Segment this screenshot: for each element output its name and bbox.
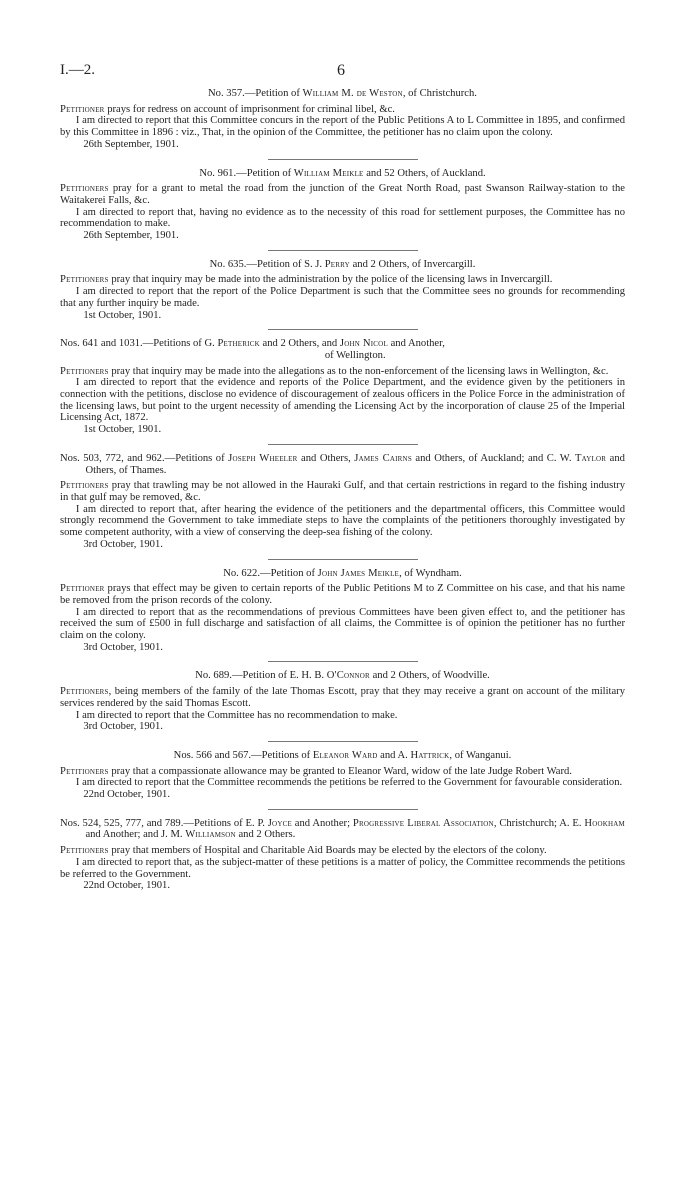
report-date: 3rd October, 1901. bbox=[83, 538, 163, 550]
petition-entry bbox=[60, 568, 625, 654]
divider bbox=[268, 559, 418, 560]
petition-entry bbox=[60, 453, 625, 551]
text-run: pray that trawling may be not allowed in the Hauraki Gulf, and that certain restrictions in regard to the fishing industry in that gulf may be removed, &c. bbox=[60, 480, 625, 503]
small-caps-name: Progressive Liberal Association bbox=[352, 817, 494, 829]
small-caps-name: Petitioners bbox=[60, 686, 109, 698]
committee-report: I am directed to report that, after hearing the evidence of the petitioners and the departmental officers, this Committee would strongly recommend the Government to take immediate steps to have the complaints of the petitioners thoroughly investigated by some competent authority, with a view of conserving the deep-sea fishing of the colony. bbox=[60, 503, 625, 539]
small-caps-name: O'Connor bbox=[326, 670, 370, 682]
text-run: and Another; bbox=[291, 817, 353, 829]
small-caps-name: Petitioners bbox=[60, 480, 109, 492]
small-caps-name: Hattrick bbox=[410, 749, 450, 761]
small-caps-name: Petitioner bbox=[60, 103, 105, 115]
small-caps-name: Petitioners bbox=[60, 845, 109, 857]
petition-prayer bbox=[60, 104, 625, 116]
committee-report: I am directed to report that the Committee has no recommendation to make. bbox=[75, 709, 398, 721]
report-date: 1st October, 1901. bbox=[83, 309, 162, 321]
text-run: No. 635.—Petition of S. J. bbox=[209, 258, 325, 270]
text-run: and 2 Others, of Woodville. bbox=[369, 670, 490, 682]
petition-prayer bbox=[60, 480, 625, 503]
text-run: Nos. 641 and 1031.—Petitions of G. bbox=[60, 338, 218, 350]
text-run: prays for redress on account of imprisonment for criminal libel, &c. bbox=[104, 103, 395, 115]
petition-prayer bbox=[60, 274, 625, 286]
small-caps-name: Joseph Wheeler bbox=[228, 452, 298, 464]
small-caps-name: John James Meikle bbox=[317, 567, 400, 579]
petition-entry bbox=[60, 259, 625, 322]
text-run: , of Wanganui. bbox=[449, 749, 512, 761]
petition-prayer bbox=[60, 766, 625, 778]
petition-title bbox=[60, 259, 625, 271]
text-run: , Christchurch; A. E. bbox=[493, 817, 585, 829]
report-date: 22nd October, 1901. bbox=[83, 789, 170, 801]
document-page bbox=[60, 62, 625, 892]
divider bbox=[268, 250, 418, 251]
small-caps-name: Taylor bbox=[574, 452, 607, 464]
text-run: , of Wyndham. bbox=[399, 567, 462, 579]
divider bbox=[268, 444, 418, 445]
report-date: 3rd October, 1901. bbox=[83, 721, 163, 733]
small-caps-name: Perry bbox=[324, 258, 350, 270]
text-run: prays that effect may be given to certain reports of the Public Petitions M to Z Committee on his case, and that his name be removed from the prison records of the colony. bbox=[60, 583, 625, 606]
text-run: pray that members of Hospital and Charitable Aid Boards may be elected by the electors of the colony. bbox=[108, 845, 547, 857]
committee-report: I am directed to report that the report of the Police Department is such that the Committee sees no grounds for recommending that any further inquiry be made. bbox=[60, 286, 625, 309]
text-run: No. 961.—Petition of bbox=[199, 167, 294, 179]
petition-entry bbox=[60, 750, 625, 801]
text-run: Nos. 503, 772, and 962.—Petitions of bbox=[60, 452, 229, 464]
parliamentary-paper-reference: I.—2. bbox=[60, 62, 95, 78]
petition-prayer bbox=[60, 366, 625, 378]
text-run: pray that inquiry may be made into the administration by the police of the licensing laws in Invercargill. bbox=[108, 274, 553, 286]
petition-prayer bbox=[60, 845, 625, 857]
text-run: and Others, bbox=[297, 452, 355, 464]
text-run: and 2 Others. bbox=[235, 829, 296, 841]
text-run: , of Christchurch. bbox=[402, 88, 477, 99]
petition-title bbox=[60, 750, 625, 762]
small-caps-name: John Nicol bbox=[339, 338, 388, 350]
petition-entry bbox=[60, 338, 625, 436]
committee-report: I am directed to report that this Committee concurs in the report of the Public Petitions A to L Committee in 1895, and confirmed by this Committee in 1896 : viz., That, in the opinion of the Committee, the petitioner has no claim upon the colony. bbox=[60, 115, 625, 139]
text-run: No. 689.—Petition of E. H. B. bbox=[195, 670, 327, 682]
report-date: 1st October, 1901. bbox=[83, 424, 162, 436]
text-run: and Others, of Thames. bbox=[85, 452, 625, 476]
text-run: and Another; and J. M. bbox=[85, 829, 186, 841]
divider bbox=[268, 809, 418, 810]
page-number: 6 bbox=[337, 62, 345, 79]
small-caps-name: Joyce bbox=[267, 817, 292, 829]
committee-report: I am directed to report that as the recommendations of previous Committees have been given effect to, and the petitioner has received the sum of £500 in full discharge and satisfaction of all claims, the Committee is of opinion the petitioner has no further claim on the colony. bbox=[60, 606, 625, 642]
petition-entry bbox=[60, 168, 625, 242]
small-caps-name: Williamson bbox=[185, 829, 236, 841]
petition-prayer bbox=[60, 686, 625, 709]
petition-title bbox=[60, 338, 625, 361]
text-run: and A. bbox=[377, 749, 411, 761]
page-header bbox=[60, 62, 625, 88]
small-caps-name: Eleanor Ward bbox=[312, 749, 378, 761]
text-run: Nos. 524, 525, 777, and 789.—Petitions of E. P. bbox=[60, 817, 268, 829]
report-date: 26th September, 1901. bbox=[83, 138, 179, 150]
text-run: No. 357.—Petition of bbox=[208, 88, 303, 99]
small-caps-name: William M. de Weston bbox=[302, 88, 403, 99]
small-caps-name: William Meikle bbox=[293, 167, 364, 179]
report-date: 26th September, 1901. bbox=[83, 230, 179, 242]
text-run: pray that a compassionate allowance may be granted to Eleanor Ward, widow of the late Judge Robert Ward. bbox=[108, 765, 572, 777]
small-caps-name: Petitioners bbox=[60, 765, 109, 777]
report-date: 22nd October, 1901. bbox=[83, 880, 170, 892]
text-run: Nos. 566 and 567.—Petitions of bbox=[173, 749, 313, 761]
petition-prayer bbox=[60, 583, 625, 606]
petition-entry bbox=[60, 88, 625, 151]
small-caps-name: Petitioners bbox=[60, 274, 109, 286]
text-run: and 52 Others, of Auckland. bbox=[363, 167, 486, 179]
divider bbox=[268, 661, 418, 662]
divider bbox=[268, 159, 418, 160]
petition-entry bbox=[60, 670, 625, 733]
text-run: pray for a grant to metal the road from the junction of the Great North Road, past Swanson Railway-station to the Waitakerei Falls, &c. bbox=[60, 183, 625, 206]
text-run: and Another, bbox=[387, 338, 445, 350]
committee-report: I am directed to report that the evidence and reports of the Police Department, and the evidence given by the petitioners in connection with the petitions, disclose no evidence of discouragement of zealous officers in the Police Force in the administration of the licensing laws, but point to the urgent necessity of amending the Licensing Act by the incorporation of clause 25 of the Imperial Licensing Act, 1872. bbox=[60, 377, 625, 424]
petition-title bbox=[60, 670, 625, 682]
committee-report: I am directed to report that, as the subject-matter of these petitions is a matter of policy, the Committee recommends the petitions be referred to the Government. bbox=[60, 856, 625, 880]
petition-list bbox=[60, 88, 625, 892]
small-caps-name: Hookham bbox=[584, 817, 625, 829]
report-date: 3rd October, 1901. bbox=[83, 641, 163, 653]
small-caps-name: Petitioners bbox=[60, 365, 109, 377]
small-caps-name: Petherick bbox=[217, 338, 260, 350]
committee-report: I am directed to report that the Committee recommends the petitions be referred to the Government for favourable consideration. bbox=[75, 777, 623, 789]
petition-title-continuation: of Wellington. bbox=[324, 349, 386, 361]
committee-report: I am directed to report that, having no evidence as to the necessity of this road for settlement purposes, the Committee has no recommendation to make. bbox=[60, 206, 625, 230]
petition-title bbox=[60, 453, 625, 476]
small-caps-name: Petitioner bbox=[60, 583, 105, 595]
text-run: and 2 Others, and bbox=[259, 338, 340, 350]
text-run: pray that inquiry may be made into the allegations as to the non-enforcement of the licensing laws in Wellington, &c. bbox=[108, 365, 609, 377]
divider bbox=[268, 741, 418, 742]
text-run: and 2 Others, of Invercargill. bbox=[349, 258, 476, 270]
petition-title bbox=[60, 88, 625, 100]
small-caps-name: James Cairns bbox=[354, 452, 412, 464]
petition-entry bbox=[60, 818, 625, 892]
small-caps-name: Petitioners bbox=[60, 183, 109, 195]
petition-title bbox=[60, 818, 625, 841]
petition-title bbox=[60, 568, 625, 580]
text-run: and Others, of Auckland; and C. W. bbox=[411, 452, 575, 464]
petition-title bbox=[60, 168, 625, 180]
text-run: No. 622.—Petition of bbox=[223, 567, 318, 579]
text-run: , being members of the family of the late Thomas Escott, pray that they may receive a grant on account of the military services rendered by the said Thomas Escott. bbox=[60, 686, 625, 709]
divider bbox=[268, 329, 418, 330]
petition-prayer bbox=[60, 183, 625, 206]
